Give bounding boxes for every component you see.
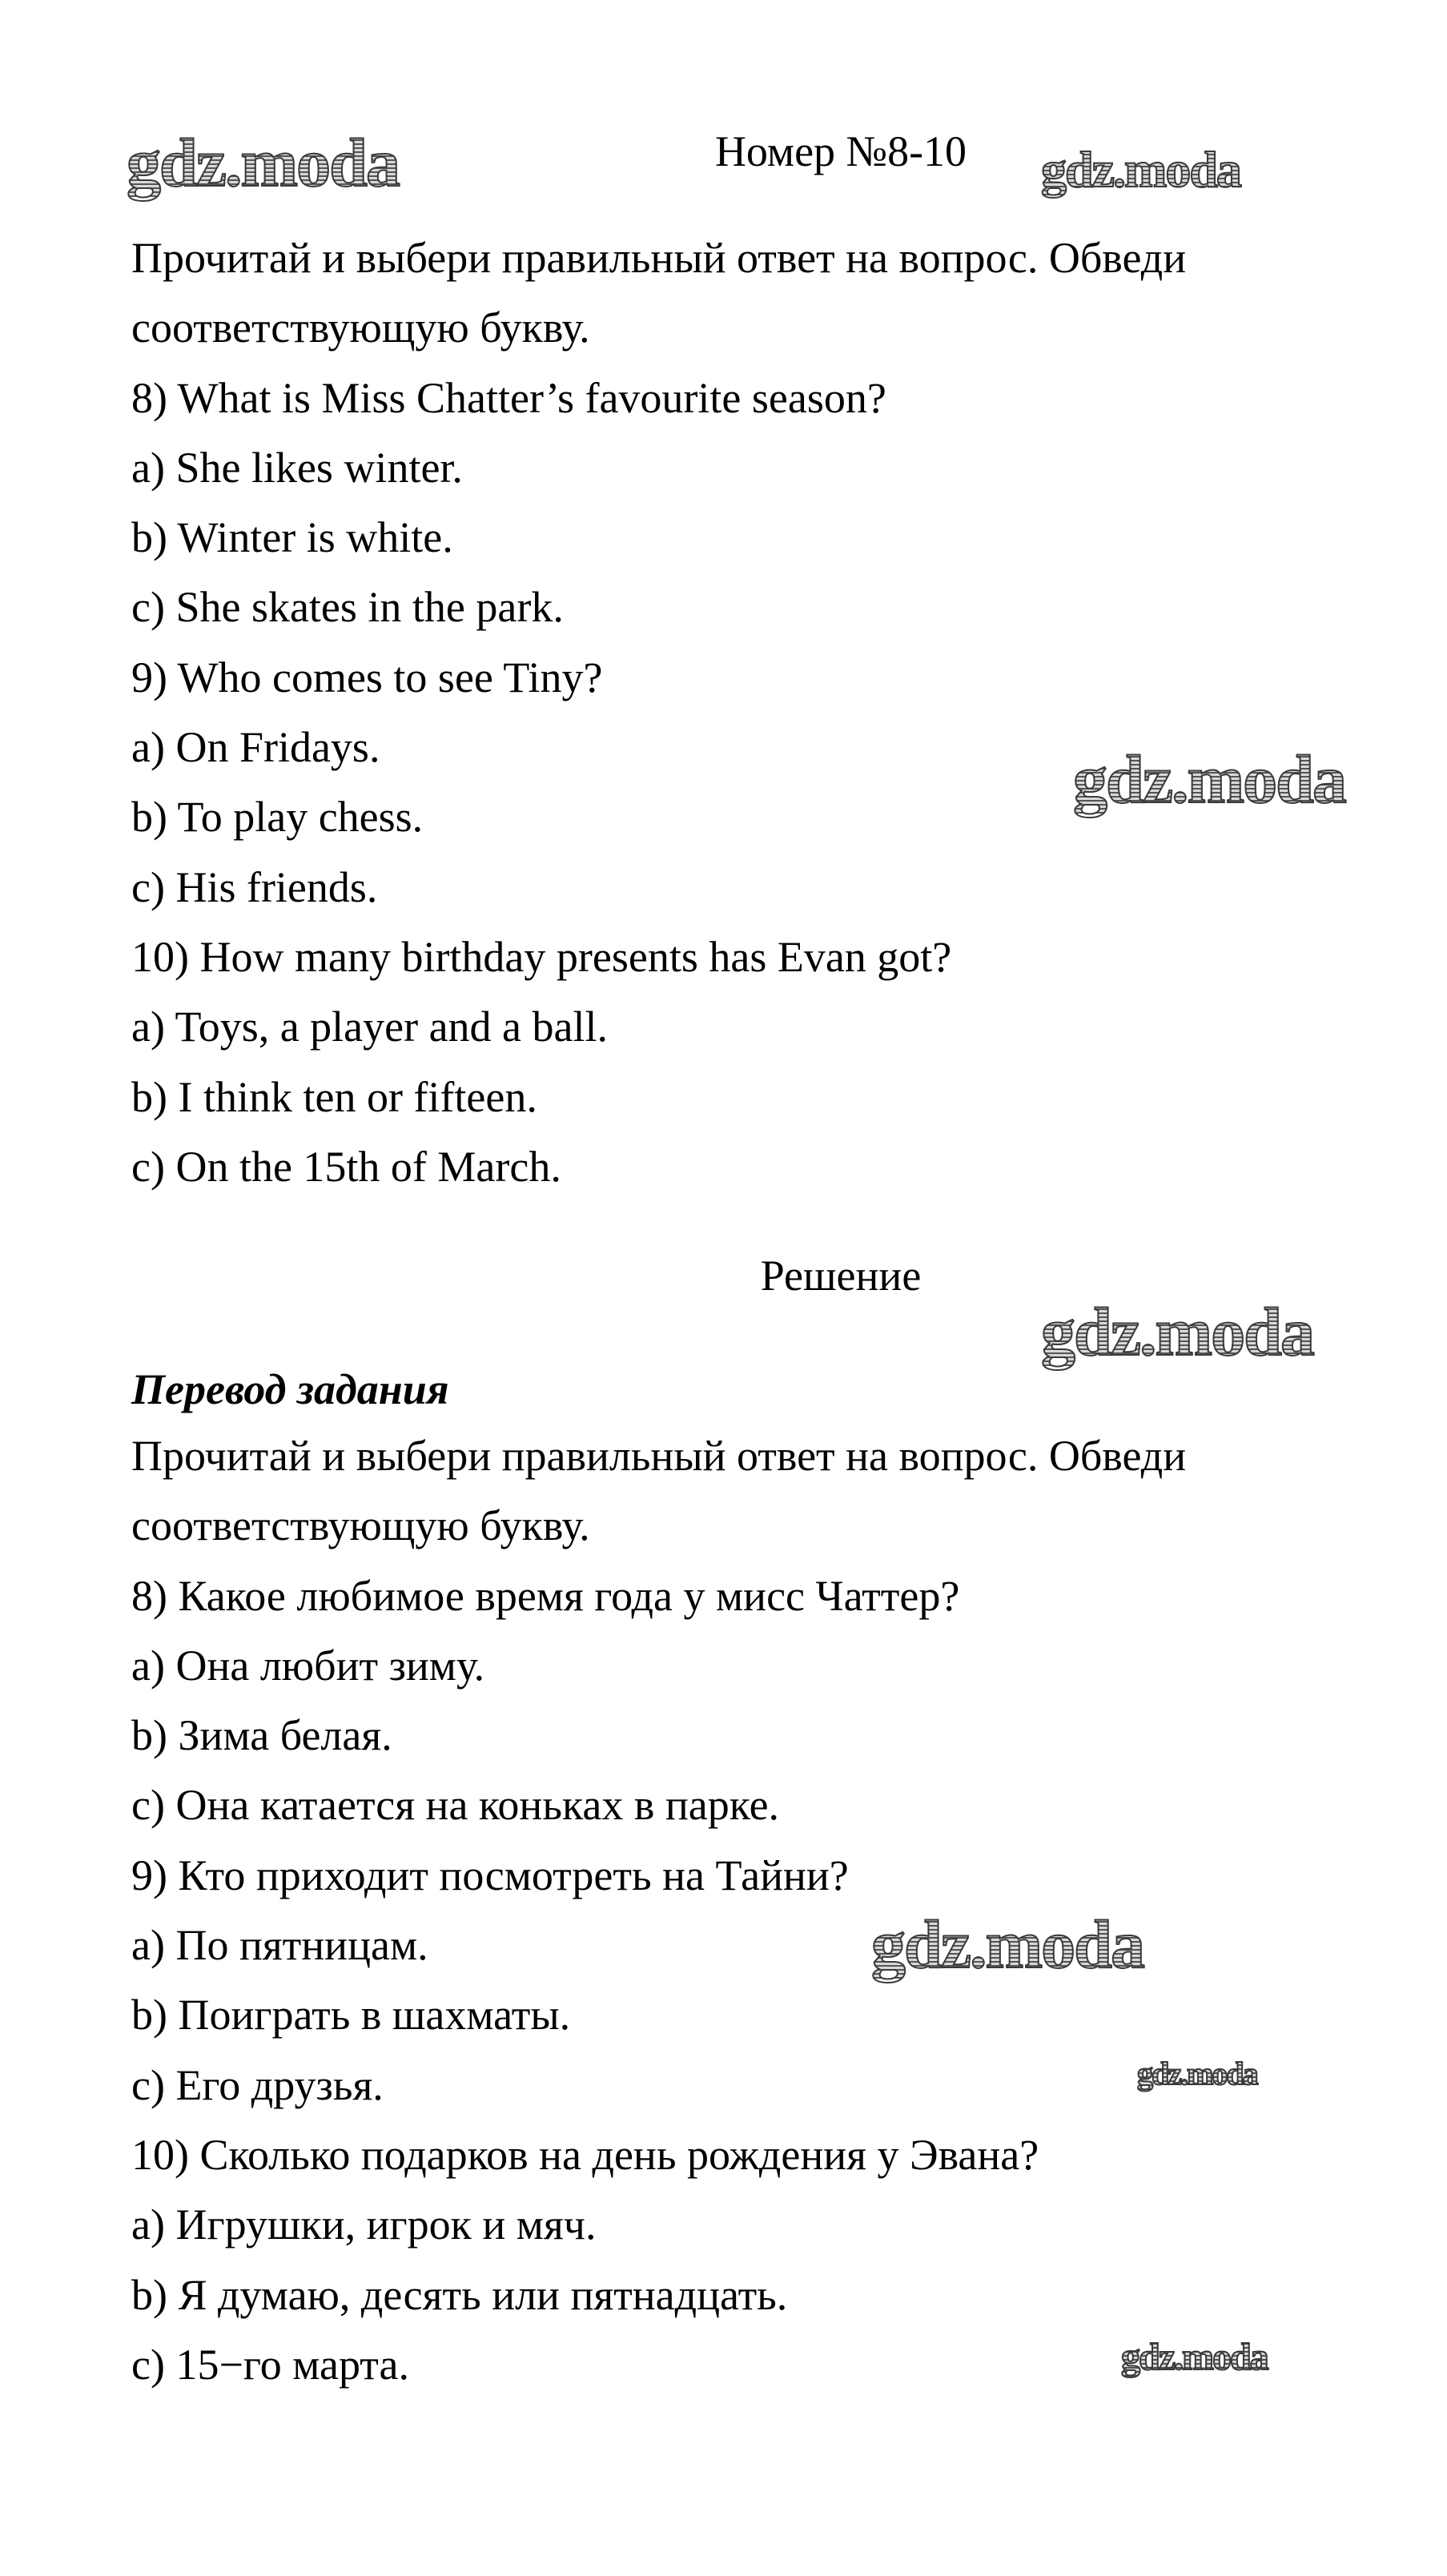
translation-answer-10a: a) Игрушки, игрок и мяч. — [131, 2200, 597, 2249]
answer-10b: b) I think ten or fifteen. — [131, 1072, 537, 1121]
question-9: 9) Who comes to see Tiny? — [131, 653, 603, 701]
watermark: gdz.moda — [1137, 2056, 1257, 2092]
answer-9b: b) To play chess. — [131, 793, 424, 842]
answer-8a: a) She likes winter. — [131, 443, 463, 492]
watermark: gdz.moda — [1073, 741, 1345, 818]
translation-answer-9b: b) Поиграть в шахматы. — [131, 1991, 571, 2040]
watermark: gdz.moda — [1041, 1293, 1313, 1370]
question-8: 8) What is Miss Chatter’s favourite season? — [131, 373, 886, 422]
answer-9c: c) His friends. — [131, 862, 378, 911]
solution-title: Решение — [760, 1252, 922, 1300]
answer-10c: c) On the 15th of March. — [131, 1142, 561, 1191]
translation-question-8: 8) Какое любимое время года у мисс Чаттер? — [131, 1571, 960, 1620]
translation-answer-8a: a) Она любит зиму. — [131, 1641, 485, 1690]
translation-question-10: 10) Сколько подарков на день рождения у Эвана? — [131, 2130, 1039, 2179]
answer-10a: a) Toys, a player and a ball. — [131, 1003, 609, 1051]
answer-9a: a) On Fridays. — [131, 723, 380, 772]
answer-8c: c) She skates in the park. — [131, 583, 564, 632]
translation-answer-9a: a) По пятницам. — [131, 1921, 428, 1970]
page-title: Номер №8-10 — [714, 127, 967, 175]
watermark: gdz.moda — [871, 1906, 1144, 1983]
task-instruction-line-2: соответствующую букву. — [131, 303, 590, 352]
task-instruction-line-1: Прочитай и выбери правильный ответ на вопрос. Обведи — [131, 234, 1187, 282]
watermark: gdz.moda — [1041, 141, 1240, 198]
question-10: 10) How many birthday presents has Evan got? — [131, 932, 952, 981]
translation-instruction-line-2: соответствующую букву. — [131, 1501, 590, 1550]
watermark: gdz.moda — [1121, 2336, 1268, 2378]
translation-question-9: 9) Кто приходит посмотреть на Тайни? — [131, 1851, 849, 1899]
translation-answer-8b: b) Зима белая. — [131, 1711, 392, 1760]
translation-answer-10b: b) Я думаю, десять или пятнадцать. — [131, 2270, 788, 2319]
answer-8b: b) Winter is white. — [131, 513, 453, 562]
translation-answer-9c: c) Его друзья. — [131, 2060, 384, 2109]
translation-instruction-line-1: Прочитай и выбери правильный ответ на вопрос. Обведи — [131, 1432, 1187, 1480]
translation-answer-10c: c) 15−го марта. — [131, 2340, 409, 2389]
watermark: gdz.moda — [127, 124, 399, 201]
task-text — [131, 223, 1186, 1202]
translation-answer-8c: c) Она катается на коньках в парке. — [131, 1781, 780, 1830]
translation-heading: Перевод задания — [131, 1365, 449, 1413]
